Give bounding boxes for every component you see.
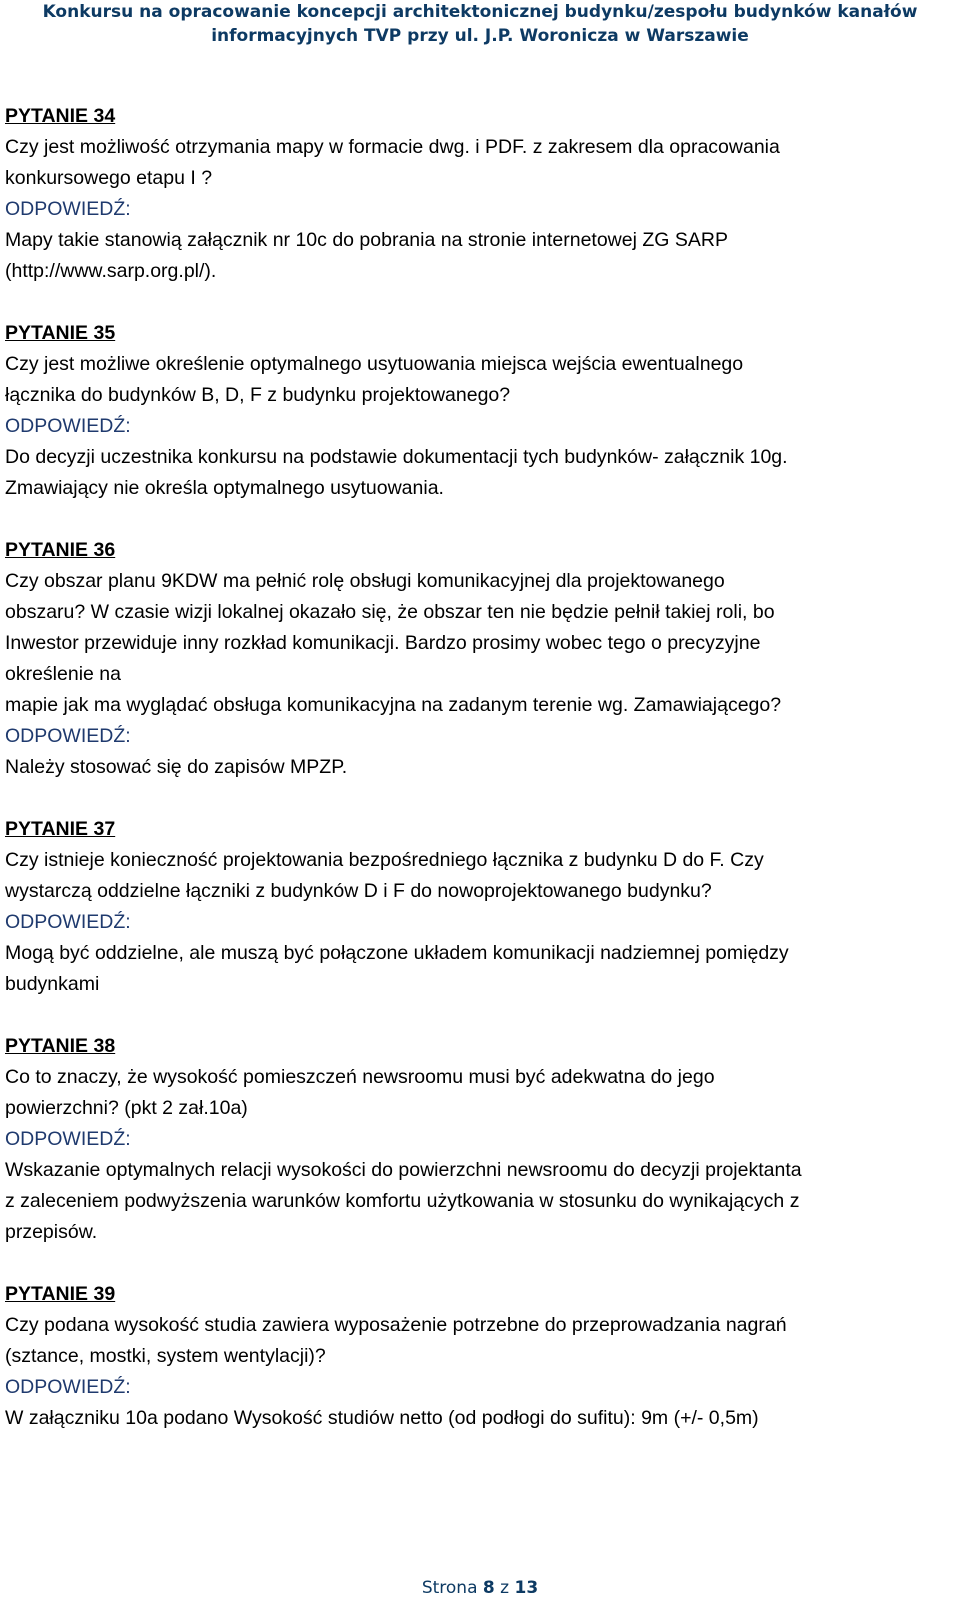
answer-text: Należy stosować się do zapisów MPZP. xyxy=(5,756,348,778)
question-section-36 xyxy=(5,535,950,783)
question-title: PYTANIE 37 xyxy=(5,818,116,840)
answer-text: z zaleceniem podwyższenia warunków komfortu użytkowania w stosunku do wynikających z xyxy=(5,1190,800,1212)
question-text: Czy jest możliwość otrzymania mapy w formacie dwg. i PDF. z zakresem dla opracowania xyxy=(5,136,780,158)
answer-label: ODPOWIEDŹ: xyxy=(5,198,131,220)
question-text: konkursowego etapu I ? xyxy=(5,167,213,189)
question-section-35 xyxy=(5,318,950,504)
question-title: PYTANIE 35 xyxy=(5,322,116,344)
page-separator: z xyxy=(500,1578,510,1598)
answer-text: W załączniku 10a podano Wysokość studiów netto (od podłogi do sufitu): 9m (+/- 0,5m) xyxy=(5,1407,759,1429)
question-text: Czy jest możliwe określenie optymalnego usytuowania miejsca wejścia ewentualnego xyxy=(5,353,744,375)
answer-text: (http://www.sarp.org.pl/). xyxy=(5,260,217,282)
answer-text: Wskazanie optymalnych relacji wysokości do powierzchni newsroomu do decyzji projektanta xyxy=(5,1159,802,1181)
question-text: Co to znaczy, że wysokość pomieszczeń newsroomu musi być adekwatna do jego xyxy=(5,1066,715,1088)
question-section-34 xyxy=(5,101,950,287)
question-title: PYTANIE 34 xyxy=(5,105,116,127)
answer-text: Mapy takie stanowią załącznik nr 10c do pobrania na stronie internetowej ZG SARP xyxy=(5,229,728,251)
question-text: obszaru? W czasie wizji lokalnej okazało się, że obszar ten nie będzie pełnił takiej roli, bo xyxy=(5,601,775,623)
question-title: PYTANIE 38 xyxy=(5,1035,116,1057)
question-text: Czy podana wysokość studia zawiera wyposażenie potrzebne do przeprowadzania nagrań xyxy=(5,1314,787,1336)
page-number-footer xyxy=(0,1576,960,1600)
page-label: Strona xyxy=(421,1578,478,1598)
answer-label: ODPOWIEDŹ: xyxy=(5,415,131,437)
question-text: mapie jak ma wyglądać obsługa komunikacyjna na zadanym terenie wg. Zamawiającego? xyxy=(5,694,782,716)
qa-content xyxy=(5,101,950,1465)
answer-text: Do decyzji uczestnika konkursu na podstawie dokumentacji tych budynków- załącznik 10g. xyxy=(5,446,788,468)
answer-label: ODPOWIEDŹ: xyxy=(5,1376,131,1398)
question-text: określenie na xyxy=(5,663,121,685)
question-text: łącznika do budynków B, D, F z budynku projektowanego? xyxy=(5,384,511,406)
answer-text: Mogą być oddzielne, ale muszą być połączone układem komunikacji nadziemnej pomiędzy xyxy=(5,942,789,964)
answer-text: budynkami xyxy=(5,973,100,995)
answer-label: ODPOWIEDŹ: xyxy=(5,1128,131,1150)
question-text: Czy istnieje konieczność projektowania bezpośredniego łącznika z budynku D do F. Czy xyxy=(5,849,764,871)
question-title: PYTANIE 39 xyxy=(5,1283,116,1305)
answer-text: przepisów. xyxy=(5,1221,98,1243)
question-title: PYTANIE 36 xyxy=(5,539,116,561)
total-pages: 13 xyxy=(514,1578,539,1598)
question-section-38 xyxy=(5,1031,950,1248)
question-text: (sztance, mostki, system wentylacji)? xyxy=(5,1345,326,1367)
question-text: powierzchni? (pkt 2 zał.10a) xyxy=(5,1097,248,1119)
current-page: 8 xyxy=(482,1578,495,1598)
question-text: Inwestor przewiduje inny rozkład komunikacji. Bardzo prosimy wobec tego o precyzyjne xyxy=(5,632,761,654)
question-section-39 xyxy=(5,1279,950,1434)
answer-label: ODPOWIEDŹ: xyxy=(5,911,131,933)
header-line-1: Konkursu na opracowanie koncepcji architektonicznej budynku/zespołu budynków kanałów xyxy=(42,2,918,22)
answer-label: ODPOWIEDŹ: xyxy=(5,725,131,747)
header-line-2: informacyjnych TVP przy ul. J.P. Woronicza w Warszawie xyxy=(211,26,749,46)
document-header xyxy=(0,0,960,48)
question-section-37 xyxy=(5,814,950,1000)
question-text: wystarczą oddzielne łączniki z budynków D i F do nowoprojektowanego budynku? xyxy=(5,880,712,902)
question-text: Czy obszar planu 9KDW ma pełnić rolę obsługi komunikacyjnej dla projektowanego xyxy=(5,570,725,592)
answer-text: Zmawiający nie określa optymalnego usytuowania. xyxy=(5,477,444,499)
